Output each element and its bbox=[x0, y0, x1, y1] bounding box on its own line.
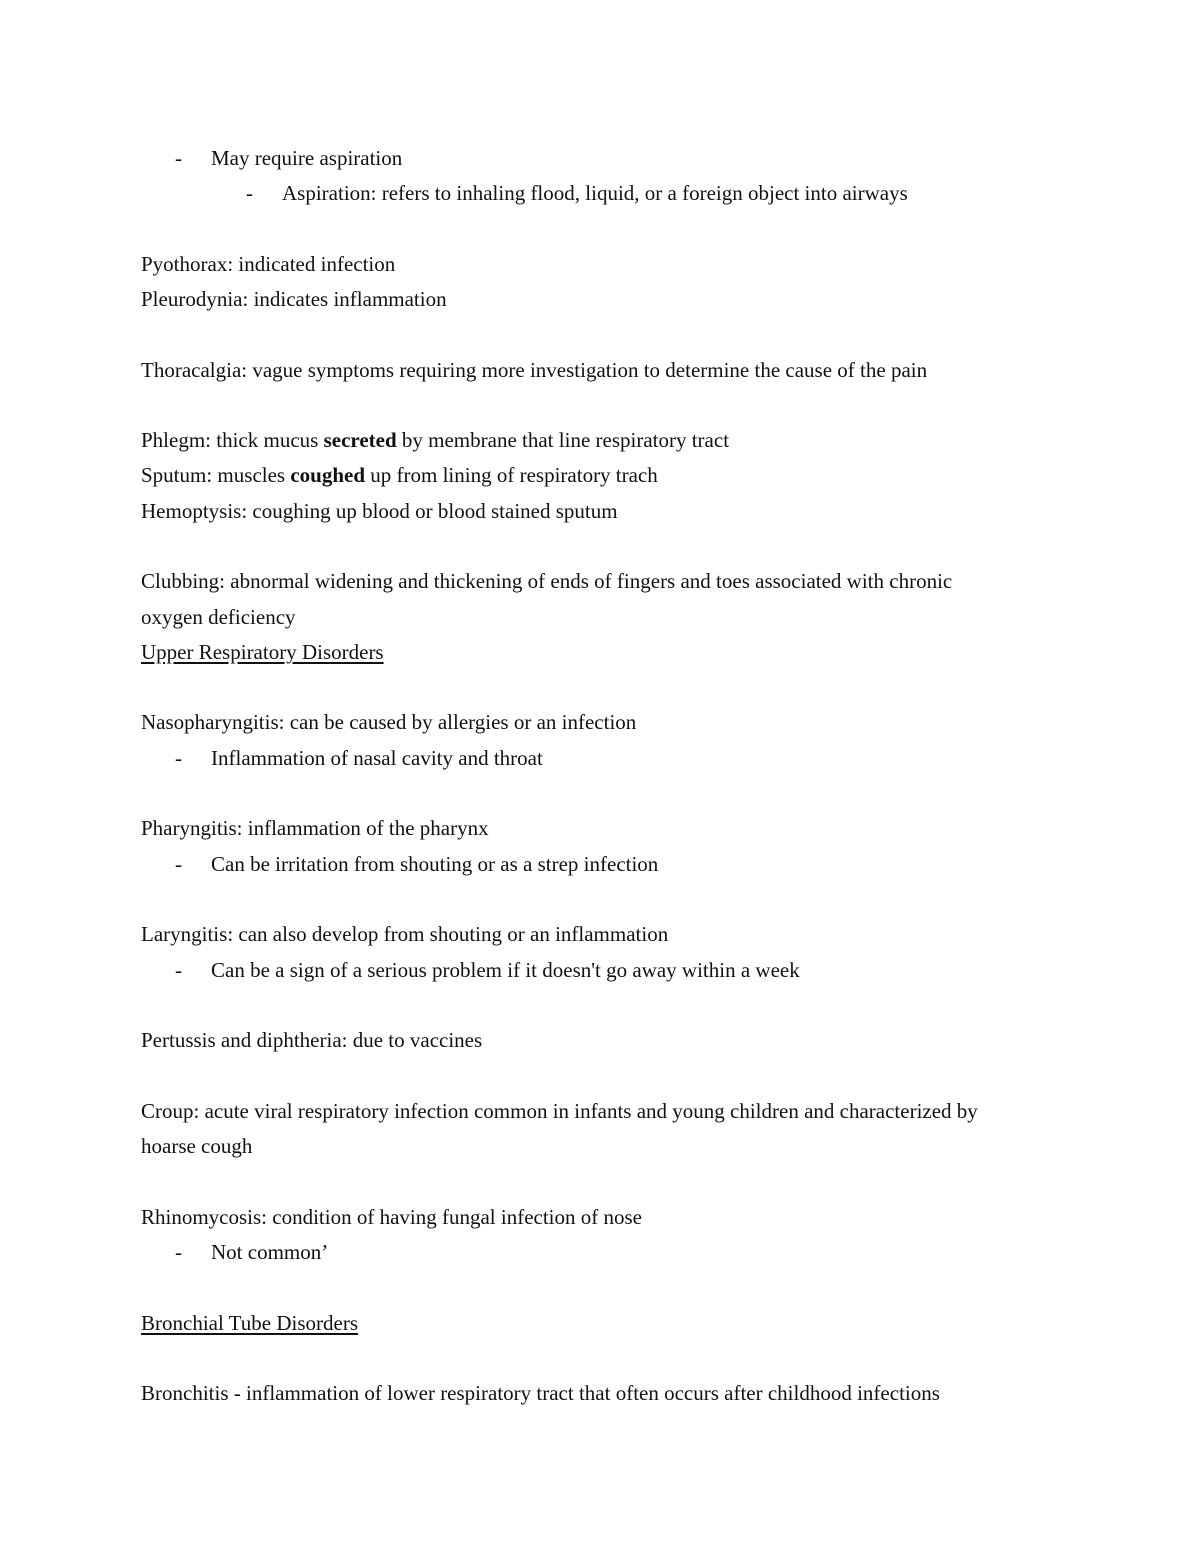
bullet-dash: - bbox=[175, 852, 182, 876]
term-sputum-bold: coughed bbox=[290, 463, 366, 487]
term-thoracalgia: Thoracalgia: vague symptoms requiring more investigation to determine the cause of the pain bbox=[141, 358, 928, 382]
term-sputum-pre: Sputum: muscles bbox=[141, 463, 291, 487]
term-pharyngitis: Pharyngitis: inflammation of the pharynx bbox=[141, 816, 489, 840]
term-pleurodynia: Pleurodynia: indicates inflammation bbox=[141, 287, 447, 311]
term-croup-cont: hoarse cough bbox=[141, 1134, 253, 1158]
section-heading-bronchial: Bronchial Tube Disorders bbox=[141, 1311, 358, 1335]
bullet-text: Not common’ bbox=[211, 1240, 329, 1264]
term-hemoptysis: Hemoptysis: coughing up blood or blood stained sputum bbox=[141, 499, 618, 523]
sub-bullet-text: Aspiration: refers to inhaling flood, liquid, or a foreign object into airways bbox=[282, 181, 908, 205]
term-pyothorax: Pyothorax: indicated infection bbox=[141, 252, 396, 276]
bullet-text: Inflammation of nasal cavity and throat bbox=[211, 746, 543, 770]
term-sputum-post: up from lining of respiratory trach bbox=[365, 463, 658, 487]
bullet-text: Can be irritation from shouting or as a strep infection bbox=[211, 852, 659, 876]
term-croup: Croup: acute viral respiratory infection common in infants and young children and characterized by bbox=[141, 1099, 978, 1123]
term-phlegm-post: by membrane that line respiratory tract bbox=[396, 428, 730, 452]
bullet-dash: - bbox=[175, 958, 182, 982]
term-laryngitis: Laryngitis: can also develop from shouting or an inflammation bbox=[141, 922, 669, 946]
bullet-dash: - bbox=[175, 1240, 182, 1264]
term-phlegm bbox=[141, 426, 729, 454]
term-rhinomycosis: Rhinomycosis: condition of having fungal infection of nose bbox=[141, 1205, 643, 1229]
term-bronchitis: Bronchitis - inflammation of lower respiratory tract that often occurs after childhood infections bbox=[141, 1381, 940, 1405]
term-nasopharyngitis: Nasopharyngitis: can be caused by allergies or an infection bbox=[141, 710, 637, 734]
sub-bullet-dash: - bbox=[246, 181, 253, 205]
bullet-text: May require aspiration bbox=[211, 146, 403, 170]
section-heading-upper-respiratory: Upper Respiratory Disorders bbox=[141, 640, 384, 664]
term-pertussis: Pertussis and diphtheria: due to vaccines bbox=[141, 1028, 483, 1052]
bullet-dash: - bbox=[175, 746, 182, 770]
term-sputum bbox=[141, 461, 658, 489]
bullet-text: Can be a sign of a serious problem if it doesn't go away within a week bbox=[211, 958, 800, 982]
term-clubbing-cont: oxygen deficiency bbox=[141, 605, 296, 629]
term-clubbing: Clubbing: abnormal widening and thickening of ends of fingers and toes associated with chronic bbox=[141, 569, 953, 593]
term-phlegm-bold: secreted bbox=[323, 428, 397, 452]
term-phlegm-pre: Phlegm: thick mucus bbox=[141, 428, 324, 452]
bullet-dash: - bbox=[175, 146, 182, 170]
